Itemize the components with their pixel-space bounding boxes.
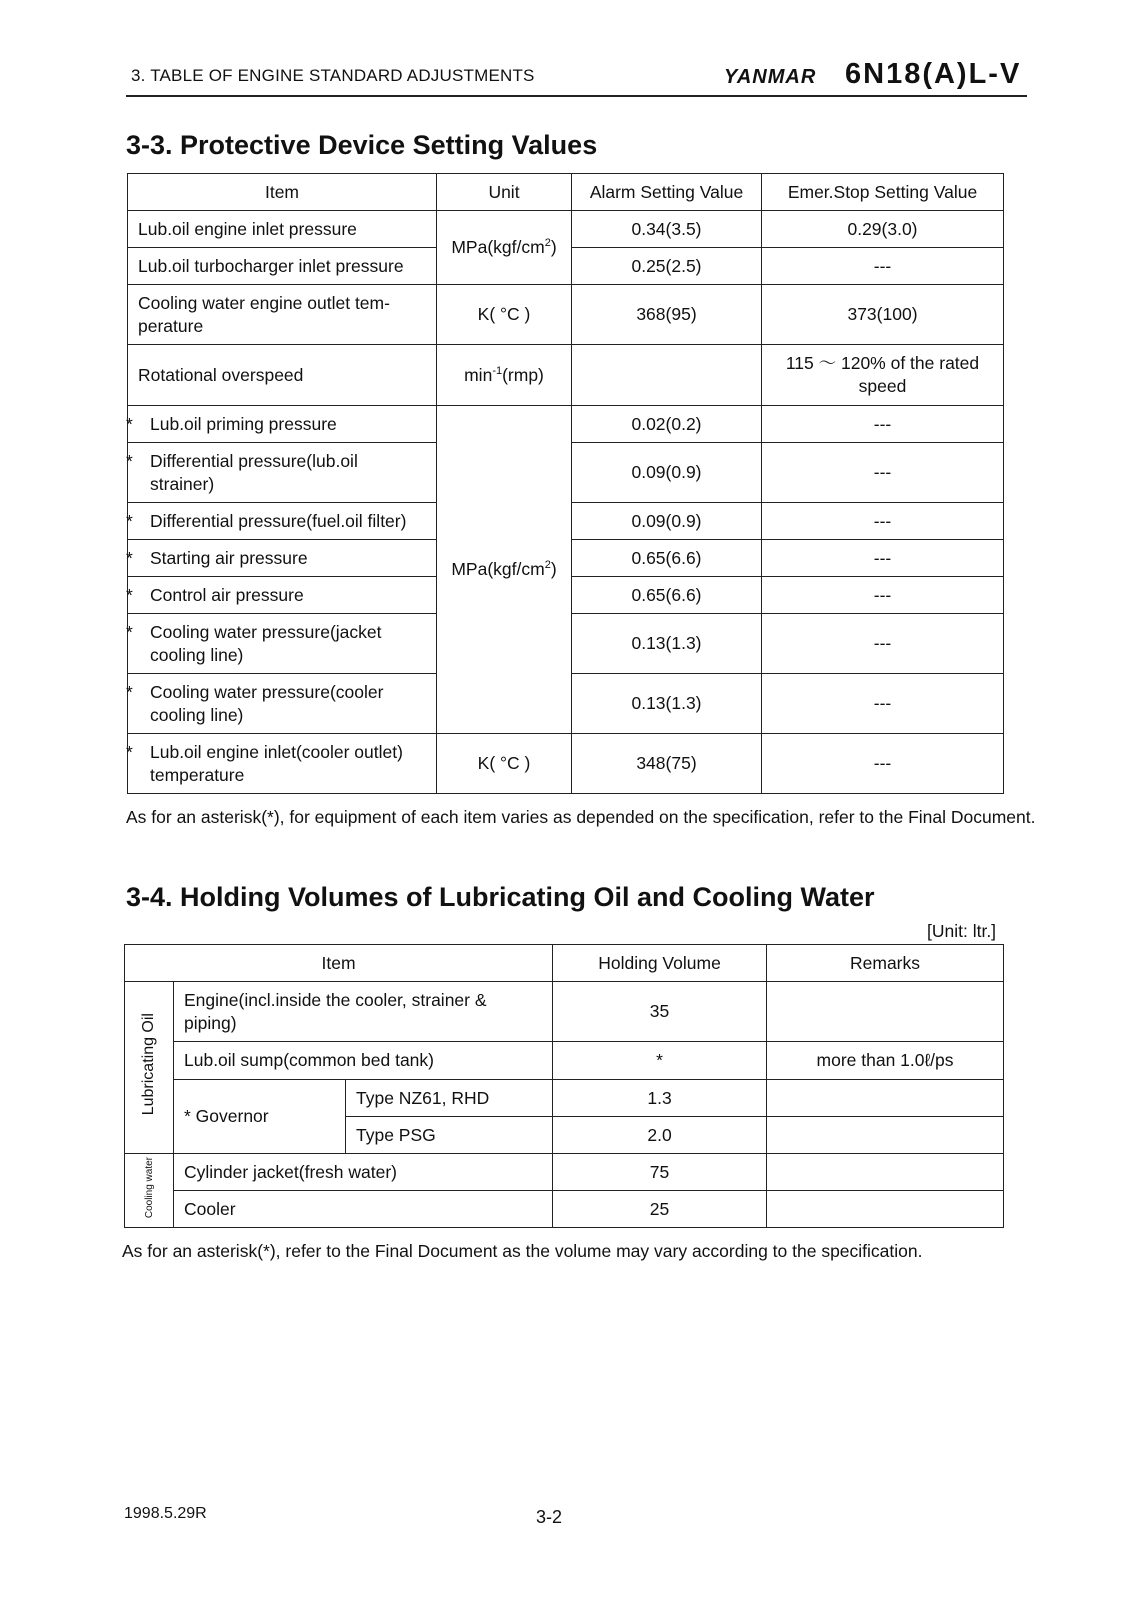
chapter-heading: 3. TABLE OF ENGINE STANDARD ADJUSTMENTS <box>131 66 535 85</box>
item-cell: * Control air pressure <box>128 577 437 614</box>
unit-cell: K( °C ) <box>437 285 572 345</box>
table-row <box>128 285 1004 345</box>
governor-cell: * Governor <box>174 1080 346 1154</box>
item-cell: * Starting air pressure <box>128 540 437 577</box>
table-row <box>125 1154 1004 1191</box>
item-cell: Type PSG <box>346 1117 553 1154</box>
col-alarm: Alarm Setting Value <box>572 174 762 211</box>
group-lubricating-oil: Lubricating Oil <box>125 982 174 1154</box>
alarm-cell: 0.09(0.9) <box>572 443 762 503</box>
remarks-cell <box>767 1117 1004 1154</box>
stop-cell: --- <box>762 443 1004 503</box>
table-row <box>125 1080 1004 1117</box>
unit-cell: $MPa(kgf/cm^2)$ <box>437 406 572 734</box>
item-cell: Lub.oil turbocharger inlet pressure <box>128 248 437 285</box>
item-cell: Type NZ61, RHD <box>346 1080 553 1117</box>
alarm-cell: 0.13(1.3) <box>572 614 762 674</box>
unit-cell: $\min^{-1}(rmp)$ <box>437 345 572 406</box>
table-row <box>128 406 1004 443</box>
col-item: Item <box>128 174 437 211</box>
volume-cell: 1.3 <box>553 1080 767 1117</box>
alarm-cell: 0.65(6.6) <box>572 540 762 577</box>
volume-cell: 2.0 <box>553 1117 767 1154</box>
alarm-cell: 0.25(2.5) <box>572 248 762 285</box>
table-row <box>125 1191 1004 1228</box>
item-cell: * Differential pressure(fuel.oil filter) <box>128 503 437 540</box>
volume-cell: 25 <box>553 1191 767 1228</box>
remarks-cell <box>767 982 1004 1042</box>
alarm-cell: 348(75) <box>572 734 762 794</box>
alarm-cell: 0.34(3.5) <box>572 211 762 248</box>
item-cell: Rotational overspeed <box>128 345 437 406</box>
stop-cell: 115 〜 120% of the rated speed <box>762 345 1004 406</box>
volume-cell: 75 <box>553 1154 767 1191</box>
stop-cell: --- <box>762 674 1004 734</box>
table-row <box>128 734 1004 794</box>
model-number: 6N18(A)L-V <box>845 58 1022 90</box>
stop-cell: --- <box>762 734 1004 794</box>
col-unit: Unit <box>437 174 572 211</box>
volume-cell: * <box>553 1042 767 1080</box>
item-cell: * Lub.oil priming pressure <box>128 406 437 443</box>
col-item: Item <box>125 945 553 982</box>
item-cell: Cooler <box>174 1191 553 1228</box>
table-header-row <box>125 945 1004 982</box>
item-cell: * Differential pressure(lub.oil strainer) <box>128 443 437 503</box>
stop-cell: 373(100) <box>762 285 1004 345</box>
stop-cell: --- <box>762 248 1004 285</box>
remarks-cell <box>767 1191 1004 1228</box>
asterisk-note-3-4: As for an asterisk(*), refer to the Final Document as the volume may vary according to the specification. <box>122 1241 923 1261</box>
alarm-cell: 368(95) <box>572 285 762 345</box>
header-rule <box>126 95 1027 97</box>
revision-date: 1998.5.29R <box>124 1505 207 1522</box>
brand-logo: YANMAR <box>724 66 817 88</box>
unit-cell: K( °C ) <box>437 734 572 794</box>
remarks-cell: more than 1.0ℓ/ps <box>767 1042 1004 1080</box>
col-emer-stop: Emer.Stop Setting Value <box>762 174 1004 211</box>
col-remarks: Remarks <box>767 945 1004 982</box>
asterisk-note-3-3: As for an asterisk(*), for equipment of each item varies as depended on the specification, refer to the Final Document. <box>126 807 1036 827</box>
table-row <box>125 982 1004 1042</box>
section-3-4-title: 3-4. Holding Volumes of Lubricating Oil and Cooling Water <box>126 882 875 912</box>
protective-device-table <box>127 173 1004 794</box>
unit-label: [Unit: ltr.] <box>927 921 997 941</box>
volume-cell: 35 <box>553 982 767 1042</box>
alarm-cell: 0.13(1.3) <box>572 674 762 734</box>
stop-cell: --- <box>762 540 1004 577</box>
table-header-row <box>128 174 1004 211</box>
item-cell: Cooling water engine outlet tem-perature <box>128 285 437 345</box>
item-cell: * Cooling water pressure(jacket cooling line) <box>128 614 437 674</box>
item-cell: * Lub.oil engine inlet(cooler outlet) temperature <box>128 734 437 794</box>
holding-volume-table <box>124 944 1004 1228</box>
section-3-3-title: 3-3. Protective Device Setting Values <box>126 130 598 160</box>
item-cell: Cylinder jacket(fresh water) <box>174 1154 553 1191</box>
stop-cell: --- <box>762 614 1004 674</box>
unit-cell: $MPa(kgf/cm^2)$ <box>437 211 572 285</box>
stop-cell: --- <box>762 503 1004 540</box>
stop-cell: 0.29(3.0) <box>762 211 1004 248</box>
item-cell: Engine(incl.inside the cooler, strainer & piping) <box>174 982 553 1042</box>
alarm-cell: 0.09(0.9) <box>572 503 762 540</box>
group-cooling-water: Cooling water <box>125 1154 174 1228</box>
item-cell: * Cooling water pressure(cooler cooling line) <box>128 674 437 734</box>
col-holding-volume: Holding Volume <box>553 945 767 982</box>
alarm-cell: 0.65(6.6) <box>572 577 762 614</box>
remarks-cell <box>767 1154 1004 1191</box>
item-cell: Lub.oil engine inlet pressure <box>128 211 437 248</box>
table-row <box>125 1042 1004 1080</box>
stop-cell: --- <box>762 577 1004 614</box>
table-row <box>128 211 1004 248</box>
alarm-cell <box>572 345 762 406</box>
remarks-cell <box>767 1080 1004 1117</box>
page-number: 3-2 <box>536 1507 563 1527</box>
item-cell: Lub.oil sump(common bed tank) <box>174 1042 553 1080</box>
stop-cell: --- <box>762 406 1004 443</box>
alarm-cell: 0.02(0.2) <box>572 406 762 443</box>
table-row <box>128 345 1004 406</box>
